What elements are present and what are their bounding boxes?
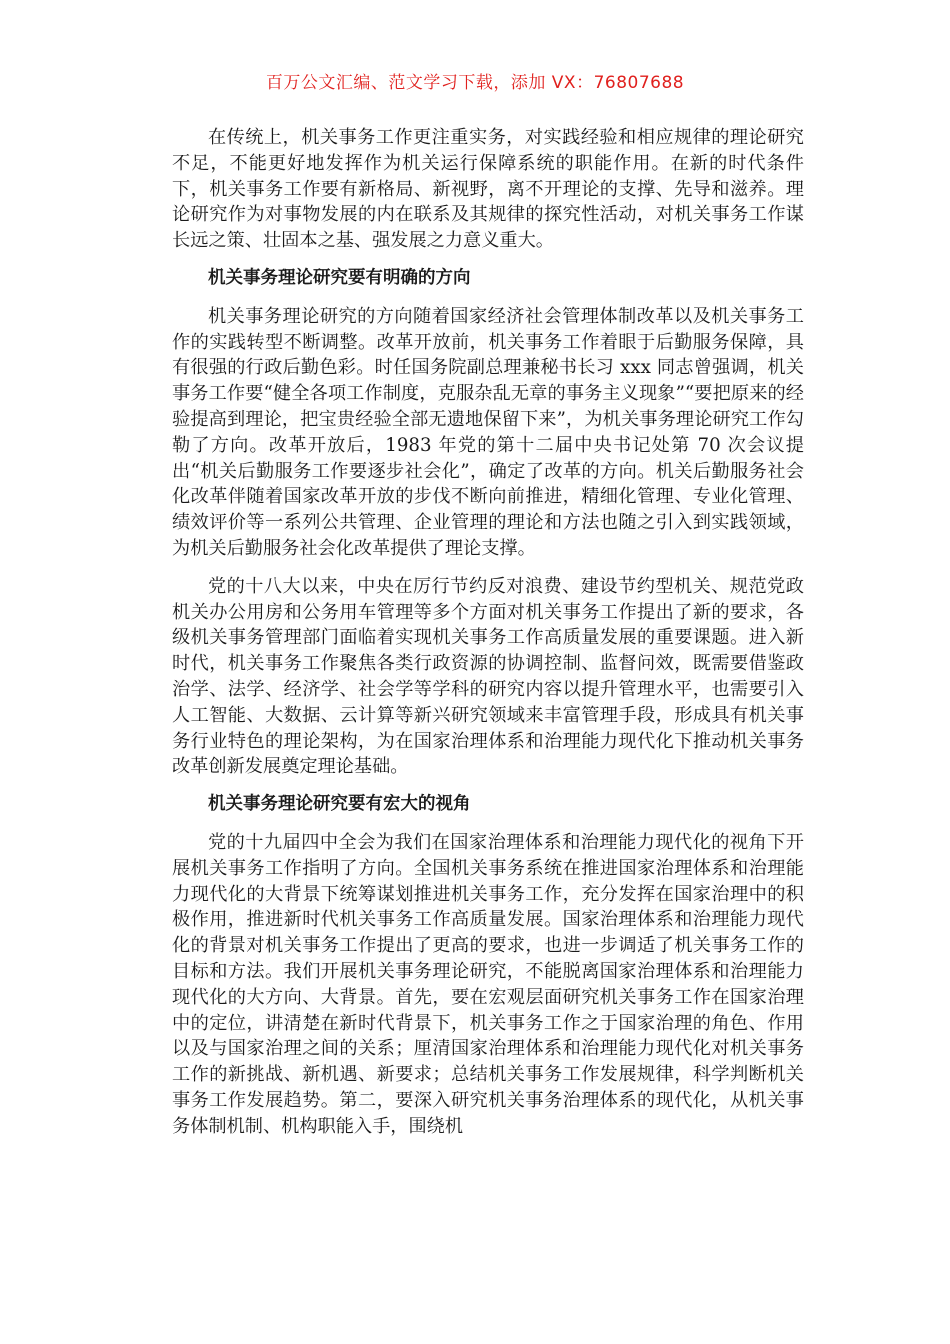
paragraph-governance: 党的十九届四中全会为我们在国家治理体系和治理能力现代化的视角下开展机关事务工作指明了方向。全国机关事务系统在推进国家治理体系和治理能力现代化的大背景下统筹谋划推进机关事务工作，充分发挥在国家治理中的积极作用，推进新时代机关事务工作高质量发展。国家治理体系和治理能力现代化的背景对机关事务工作提出了更高的要求，也进一步调适了机关事务工作的目标和方法。我们开展机关事务理论研究，不能脱离国家治理体系和治理能力现代化的大方向、大背景。首先，要在宏观层面研究机关事务工作在国家治理中的定位，讲清楚在新时代背景下，机关事务工作之于国家治理的角色、作用以及与国家治理之间的关系；厘清国家治理体系和治理能力现代化对机关事务工作的新挑战、新机遇、新要求；总结机关事务工作发展规律，科学判断机关事务工作发展趋势。第二，要深入研究机关事务治理体系的现代化，从机关事务体制机制、机构职能入手，围绕机 — [172, 831, 804, 1137]
paragraph-new-era: 党的十八大以来，中央在厉行节约反对浪费、建设节约型机关、规范党政机关办公用房和公务用车管理等多个方面对机关事务工作提出了新的要求，各级机关事务管理部门面临着实现机关事务工作高质量发展的重要课题。进入新时代，机关事务工作聚焦各类行政资源的协调控制、监督问效，既需要借鉴政治学、法学、经济学、社会学等学科的研究内容以提升管理水平，也需要引入人工智能、大数据、云计算等新兴研究领域来丰富管理手段，形成具有机关事务行业特色的理论架构，为在国家治理体系和治理能力现代化下推动机关事务改革创新发展奠定理论基础。 — [172, 575, 804, 778]
header-watermark: 百万公文汇编、范文学习下载，添加 VX：76807688 — [265, 73, 685, 93]
paragraph-direction-history: 机关事务理论研究的方向随着国家经济社会管理体制改革以及机关事务工作的实践转型不断调整。改革开放前，机关事务工作着眼于后勤服务保障，具有很强的行政后勤色彩。时任国务院副总理兼秘书长习 xxx 同志曾强调，机关事务工作要“健全各项工作制度，克服杂乱无章的事务主义现象”“要把原来的经验提高到理论，把宝贵经验全部无遗地保留下来”，为机关事务理论研究工作勾勒了方向。改革开放后，1983 年党的第十二届中央书记处第 70 次会议提出“机关后勤服务工作要逐步社会化”，确定了改革的方向。机关后勤服务社会化改革伴随着国家改革开放的步伐不断向前推进，精细化管理、专业化管理、绩效评价等一系列公共管理、企业管理的理论和方法也随之引入到实践领域，为机关后勤服务社会化改革提供了理论支撑。 — [172, 305, 804, 559]
section-heading-direction: 机关事务理论研究要有明确的方向 — [208, 267, 471, 288]
section-heading-perspective: 机关事务理论研究要有宏大的视角 — [208, 794, 471, 815]
article-body — [172, 125, 804, 1151]
paragraph-intro: 在传统上，机关事务工作更注重实务，对实践经验和相应规律的理论研究不足，不能更好地发挥作为机关运行保障系统的职能作用。在新的时代条件下，机关事务工作要有新格局、新视野，离不开理论的支撑、先导和滋养。理论研究作为对事物发展的内在联系及其规律的探究性活动，对机关事务工作谋长远之策、壮固本之基、强发展之力意义重大。 — [172, 127, 804, 252]
